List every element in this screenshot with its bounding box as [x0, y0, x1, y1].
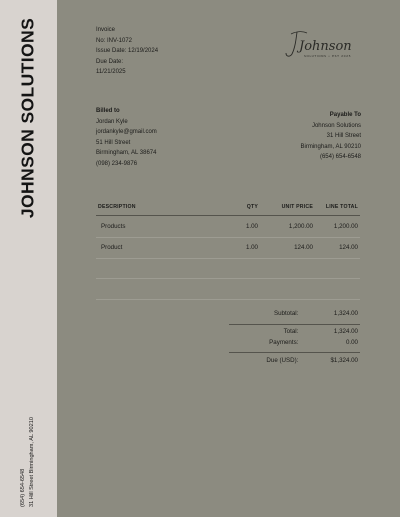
billed-to-block	[96, 106, 157, 169]
due-date: 11/21/2025	[96, 69, 126, 75]
due-label: Due (USD):	[266, 357, 299, 364]
payments-label: Payments:	[269, 339, 299, 346]
billed-to-heading: Billed to	[96, 108, 120, 114]
billed-to-city: Birmingham, AL 38674	[96, 150, 157, 156]
row-line-total: 1,200.00	[333, 222, 358, 230]
header-unit-price: UNIT PRICE	[281, 204, 313, 210]
payable-to-street: 31 Hill Street	[326, 133, 361, 139]
table-header	[96, 199, 360, 216]
sidebar	[0, 0, 57, 517]
header-line-total: LINE TOTAL	[325, 204, 358, 210]
payable-to-name: Johnson Solutions	[311, 122, 361, 129]
due-row	[229, 355, 360, 366]
sidebar-contact	[19, 417, 37, 507]
table-row	[96, 216, 360, 238]
payable-to-phone: (654) 654-6548	[319, 154, 361, 160]
payable-to-heading: Payable To	[329, 112, 361, 118]
table-divider	[96, 278, 360, 279]
signature-logo-graphic	[283, 28, 353, 64]
header-qty: QTY	[246, 204, 258, 210]
invoice-number: No: INV-1072	[96, 37, 133, 44]
subtotal-value: 1,324.00	[333, 310, 358, 317]
total-value: 1,324.00	[333, 328, 358, 335]
row-unit-price: 1,200.00	[288, 222, 313, 230]
company-name: JOHNSON SOLUTIONS	[17, 17, 38, 219]
row-description: Product	[101, 244, 123, 252]
payable-to-city: Birmingham, AL 90210	[300, 143, 361, 150]
totals-divider	[229, 352, 360, 353]
header-description: DESCRIPTION	[98, 204, 136, 210]
logo-tagline: SOLUTIONS • EST 2025	[304, 54, 352, 58]
logo-script: Johnson	[299, 39, 352, 54]
total-row	[229, 326, 360, 337]
payments-row	[229, 337, 360, 348]
line-items-table	[96, 199, 360, 259]
sidebar-phone: (654) 654-6548	[20, 468, 26, 507]
billed-to-email: jordankyle@gmail.com	[96, 129, 157, 135]
sidebar-address: 31 Hill Street Birmingham, AL 90210	[29, 417, 35, 507]
subtotal-label: Subtotal:	[273, 310, 299, 317]
billed-to-phone: (098) 234-9876	[96, 160, 138, 167]
table-row	[96, 238, 360, 260]
invoice-meta	[96, 25, 158, 78]
invoice-body	[57, 0, 400, 517]
total-label: Total:	[283, 328, 299, 335]
row-line-total: 124.00	[339, 244, 358, 252]
due-date-label: Due Date:	[96, 58, 124, 65]
row-description: Products	[101, 222, 126, 230]
signature-logo	[283, 28, 353, 68]
totals-block	[229, 308, 360, 366]
payable-to-block	[301, 110, 361, 163]
billed-to-name: Jordan Kyle	[96, 118, 128, 125]
due-value: $1,324.00	[330, 357, 358, 364]
totals-divider	[229, 324, 360, 325]
issue-date: Issue Date: 12/19/2024	[96, 48, 159, 54]
row-qty: 1.00	[245, 222, 258, 230]
billed-to-street: 51 Hill Street	[96, 139, 131, 146]
invoice-title: Invoice	[96, 27, 116, 33]
payments-value: 0.00	[345, 339, 358, 346]
row-qty: 1.00	[245, 244, 258, 252]
row-unit-price: 124.00	[294, 244, 313, 252]
subtotal-row	[229, 308, 360, 319]
table-divider	[96, 299, 360, 300]
